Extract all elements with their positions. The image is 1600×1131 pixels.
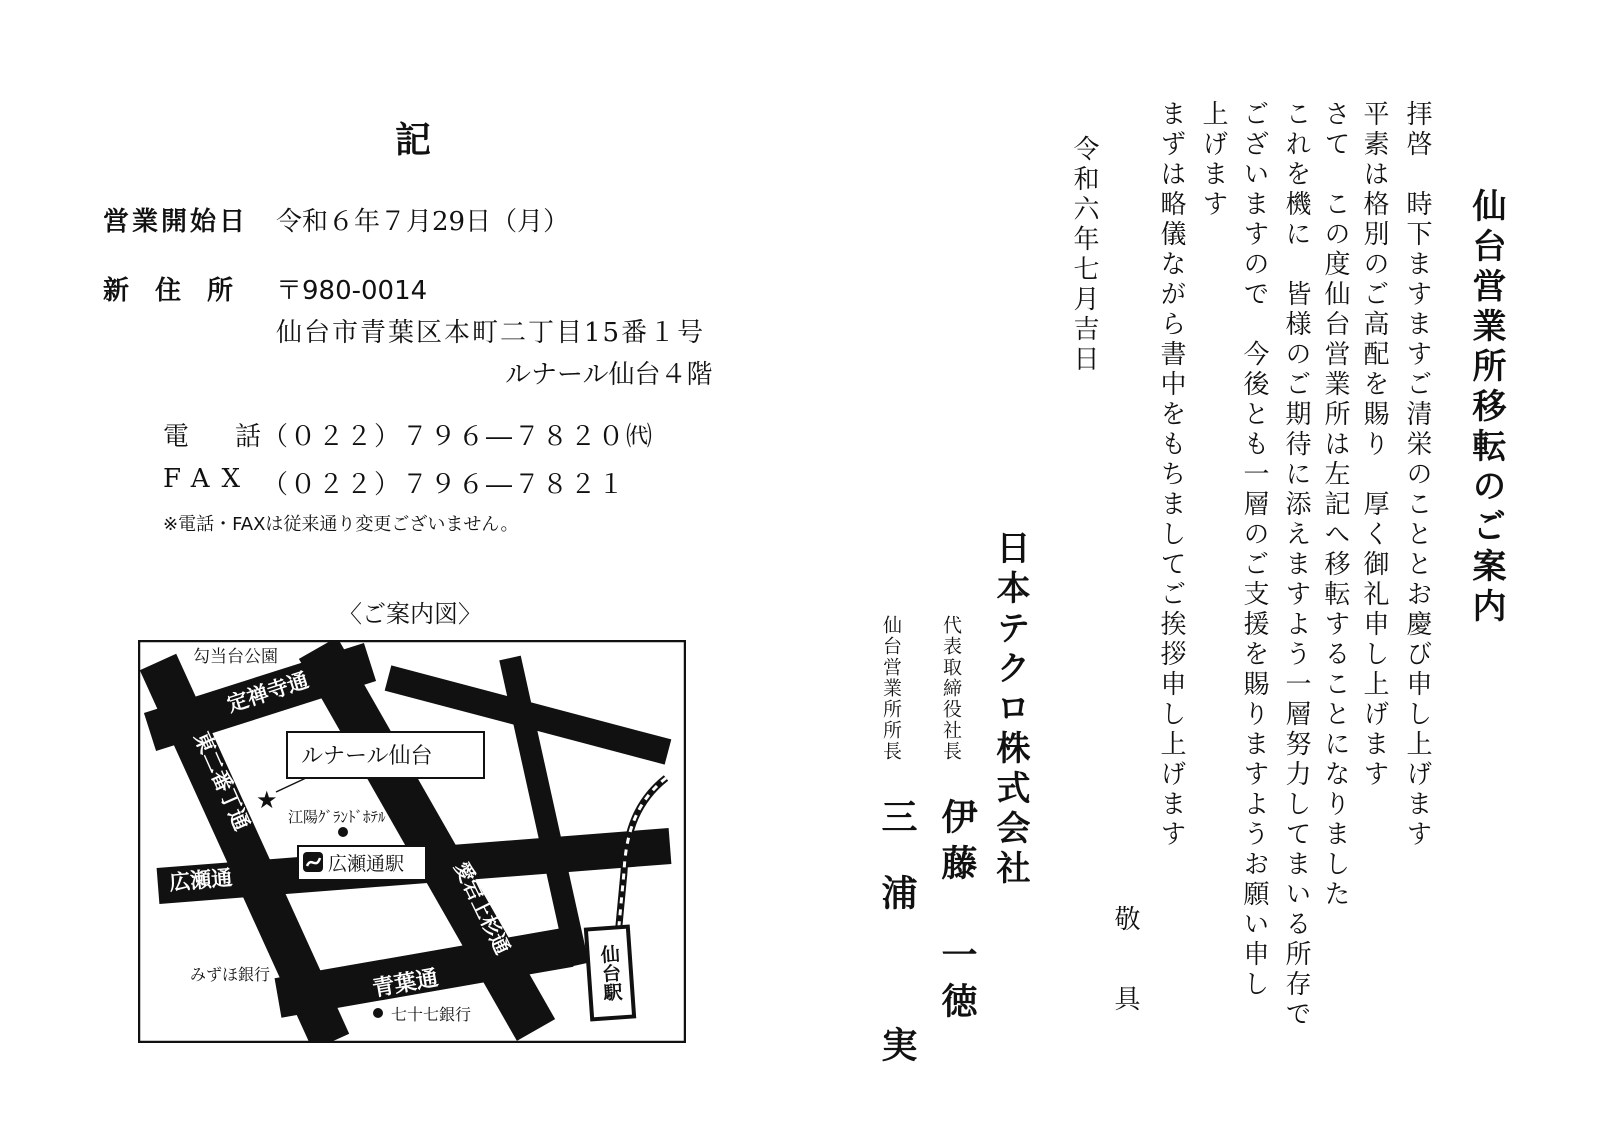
postal-code: 〒980-0014 bbox=[276, 276, 428, 306]
label-hirose-station: 広瀬通駅 bbox=[328, 853, 405, 875]
company-name: 日本テクロ株式会社 bbox=[990, 530, 1030, 890]
label-jozenji: 定禅寺通 bbox=[224, 667, 312, 717]
body-line-3: さて この度仙台営業所は左記へ移転することになりました bbox=[1320, 100, 1350, 910]
body-line-1: 拝啓 時下ますますご清栄のこととお慶び申し上げます bbox=[1402, 100, 1432, 850]
hotel-marker bbox=[338, 827, 348, 837]
label-aoba: 青葉通 bbox=[370, 965, 441, 1002]
notice-date: 令和六年七月吉日 bbox=[1069, 135, 1099, 375]
body-line-5: ございますので 今後とも一層のご支援を賜りますようお願い申し bbox=[1239, 100, 1269, 1000]
sendai-station bbox=[586, 927, 634, 1020]
body-line-2: 平素は格別のご高配を賜り 厚く御礼申し上げます bbox=[1359, 100, 1389, 790]
signer-1-name: 伊藤 一徳 bbox=[936, 798, 978, 1028]
address-line-2: ルナール仙台４階 bbox=[505, 360, 713, 390]
open-date-value: 令和６年７月29日（月） bbox=[276, 207, 570, 237]
label-park: 勾当台公園 bbox=[193, 647, 278, 667]
fax-label: FAX bbox=[163, 464, 253, 494]
label-sendai-station: 仙台駅 bbox=[597, 943, 623, 1003]
body-line-4: これを機に 皆様のご期待に添えますよう一層努力してまいる所存で bbox=[1281, 100, 1311, 1030]
bank77-marker bbox=[373, 1008, 383, 1018]
address-label: 新 住 所 bbox=[103, 276, 234, 306]
notice-title: 仙台営業所移転のご案内 bbox=[1466, 188, 1506, 628]
address-line-1: 仙台市青葉区本町二丁目15番１号 bbox=[276, 318, 706, 348]
subway-icon bbox=[303, 852, 323, 872]
fax-value: （０２２）７９６―７８２１ bbox=[262, 470, 627, 500]
star-icon: ★ bbox=[256, 786, 278, 814]
open-date-label: 営業開始日 bbox=[103, 207, 249, 237]
closing-keigu: 敬 具 bbox=[1110, 905, 1140, 1025]
label-hirose: 広瀬通 bbox=[168, 865, 234, 895]
guide-map bbox=[138, 640, 686, 1043]
label-bank77: 七十七銀行 bbox=[391, 1005, 472, 1024]
body-line-6: 上げます bbox=[1198, 100, 1228, 220]
contact-note: ※電話・FAXは従来通り変更ございません。 bbox=[163, 514, 519, 535]
label-mizuho: みずほ銀行 bbox=[190, 965, 271, 984]
label-atago: 愛宕上杉通 bbox=[449, 857, 515, 959]
signer-2-name: 三浦 実 bbox=[876, 798, 918, 1102]
phone-label: 電 話 bbox=[163, 422, 272, 452]
signer-2-title: 仙台営業所所長 bbox=[880, 615, 902, 762]
phone-value: （０２２）７９６―７８２０㈹ bbox=[262, 422, 655, 452]
label-higashi-nibancho: 東二番丁通 bbox=[189, 728, 255, 834]
kigo-heading: 記 bbox=[395, 119, 432, 161]
signer-1-title: 代表取締役社長 bbox=[940, 615, 962, 762]
label-hotel: 江陽ｸﾞﾗﾝﾄﾞﾎﾃﾙ bbox=[288, 808, 386, 826]
map-caption: 〈ご案内図〉 bbox=[338, 600, 482, 628]
label-building: ルナール仙台 bbox=[301, 744, 433, 769]
body-line-7: まずは略儀ながら書中をもちましてご挨拶申し上げます bbox=[1156, 100, 1186, 850]
mizuho-marker bbox=[285, 969, 295, 979]
